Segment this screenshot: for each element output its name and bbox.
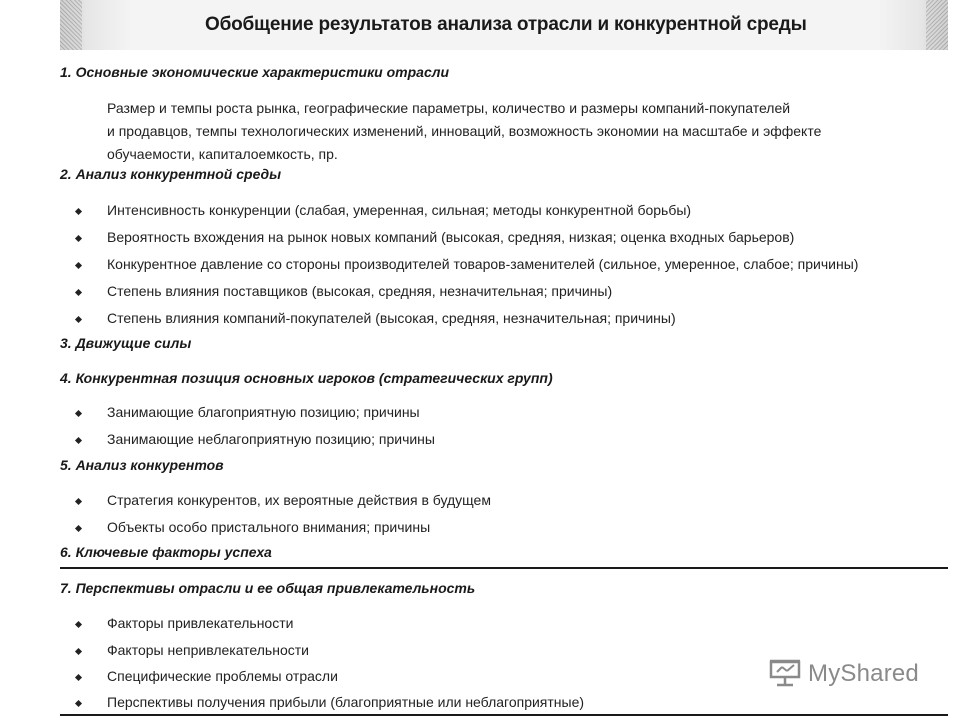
scan-noise-left [60, 0, 82, 50]
bullet-icon [75, 648, 82, 655]
bullet-icon [75, 525, 82, 532]
watermark-text: MyShared [808, 660, 919, 687]
bullet-icon [75, 235, 82, 242]
presentation-board-icon [768, 657, 802, 692]
watermark [768, 658, 919, 690]
section-2-heading: 2. Анализ конкурентной среды [60, 166, 282, 182]
paragraph-line: обучаемости, капиталоемкость, пр. [107, 146, 338, 162]
bullet-icon [75, 208, 82, 215]
bullet-icon [75, 498, 82, 505]
bullet-icon [75, 289, 82, 296]
page-title: Обобщение результатов анализа отрасли и конкурентной среды [205, 14, 807, 35]
bullet-icon [75, 700, 82, 707]
section-1-heading: 1. Основные экономические характеристики отрасли [60, 64, 449, 80]
bullet-icon [75, 437, 82, 444]
bullet-icon [75, 674, 82, 681]
divider [60, 714, 948, 716]
paragraph-line: Размер и темпы роста рынка, географические параметры, количество и размеры компаний-покупателей [107, 100, 791, 116]
section-3-heading: 3. Движущие силы [60, 335, 192, 351]
bullet-icon [75, 621, 82, 628]
section-4-heading: 4. Конкурентная позиция основных игроков (стратегических групп) [60, 370, 553, 386]
bullet-icon [75, 316, 82, 323]
scan-noise-right [926, 0, 948, 50]
section-1-paragraph [107, 97, 927, 166]
bullet-icon [75, 410, 82, 417]
bullet-icon [75, 262, 82, 269]
section-7-heading: 7. Перспективы отрасли и ее общая привлекательность [60, 580, 476, 596]
section-6-heading: 6. Ключевые факторы успеха [60, 544, 272, 560]
paragraph-line: и продавцов, темпы технологических изменений, инноваций, возможность экономии на масштабе и эффекте [107, 123, 822, 139]
section-5-heading: 5. Анализ конкурентов [60, 457, 224, 473]
divider [60, 567, 948, 569]
